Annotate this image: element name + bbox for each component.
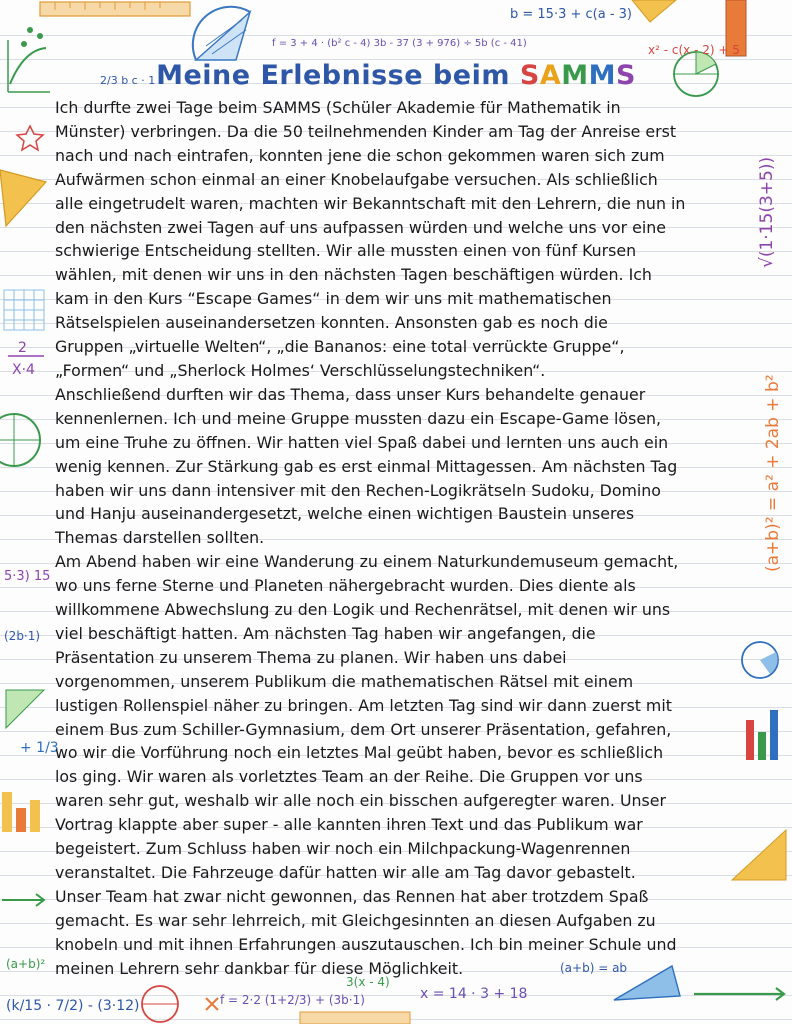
- doodle-formula: x = 14 · 3 + 18: [420, 986, 528, 1002]
- article-line: um eine Truhe zu öffnen. Wir hatten viel Spaß dabei und lernten uns auch ein: [55, 432, 669, 452]
- grid-icon: [4, 290, 44, 330]
- article-line: Am Abend haben wir eine Wanderung zu einem Naturkundemuseum gemacht,: [55, 552, 679, 572]
- article-line: Münster) verbringen. Da die 50 teilnehmenden Kinder am Tag der Anreise erst: [55, 121, 677, 141]
- article-line: knobeln und mit ihnen Erfahrungen auszutauschen. Ich bin meiner Schule und: [55, 934, 677, 954]
- article-line: vorgenommen, unserem Publikum die mathematischen Rätsel mit einem: [55, 671, 634, 691]
- article-line: schwierige Entscheidung stellten. Wir alle mussten einen von fünf Kursen: [55, 241, 637, 261]
- article-line: waren sehr gut, weshalb wir alle noch ein bisschen aufgeregter waren. Unser: [55, 791, 666, 811]
- doodle-formula: 3(x - 4): [346, 975, 390, 989]
- doodle-formula: (a+b) = ab: [560, 961, 628, 975]
- article-line: Rätselspielen auseinandersetzen konnten. Ansonsten gab es noch die: [55, 313, 608, 333]
- article-line: Aufwärmen schon einmal an einer Knobelaufgabe versuchen. Als schließlich: [55, 169, 658, 189]
- article-line: begeistert. Zum Schluss haben wir noch ein Milchpackung-Wagenrennen: [55, 839, 631, 859]
- page-title: [0, 58, 792, 94]
- doodle-formula: (a+b)²: [6, 957, 46, 971]
- article-line: kennenlernen. Ich und meine Gruppe mussten dazu ein Escape-Game lösen,: [55, 408, 662, 428]
- article-line: wenig kennen. Zur Stärkung gab es erst einmal Mittagessen. Am nächsten Tag: [55, 456, 678, 476]
- ruler-icon: [300, 1012, 410, 1024]
- star-icon: [17, 126, 43, 150]
- doodle-formula: f = 3 + 4 · (b² c - 4) 3b - 37 (3 + 976) ÷ 5b (c - 41): [272, 38, 527, 49]
- article-line: Ich durfte zwei Tage beim SAMMS (Schüler Akademie für Mathematik in: [55, 98, 621, 117]
- article-line: los ging. Wir waren als vorletztes Team an der Reihe. Die Gruppen vor uns: [55, 767, 643, 787]
- article-line: lustigen Rollenspiel näher zu bringen. Am letzten Tag sind wir dann zuerst mit: [55, 695, 672, 715]
- article-line: Präsentation zu unserem Thema zu planen. Wir haben uns dabei: [55, 647, 567, 667]
- article-line: meinen Lehrern sehr dankbar für diese Möglichkeit.: [55, 958, 464, 978]
- title-letter: A: [539, 60, 562, 91]
- article-line: nach und nach eintrafen, konnten jene die schon gekommen waren sich zum: [55, 145, 665, 165]
- article-line: gemacht. Es war sehr lehrreich, mit Gleichgesinnten an diesen Aufgaben zu: [55, 910, 656, 930]
- arrow-icon: [2, 894, 44, 906]
- doodle-formula: (k/15 · 7/2) - (3·12): [6, 998, 140, 1014]
- article-line: und Hanju auseinandergesetzt, welche einen wichtigen Baustein unseres: [55, 504, 635, 524]
- cross-icon: [206, 998, 218, 1010]
- doodle-number: (2b·1): [4, 629, 41, 643]
- title-letter: S: [615, 60, 636, 91]
- doodle-fraction: 2: [18, 340, 27, 356]
- article-line: Themas darstellen sollten.: [55, 528, 265, 548]
- article-line: wählen, mit denen wir uns in den nächsten Tagen beschäftigen würden. Ich: [55, 265, 652, 285]
- article-line: Gruppen „virtuelle Welten“, „die Bananos: eine total verrückte Gruppe“,: [55, 337, 625, 357]
- article-line: alle eingetrudelt waren, machten wir Bekanntschaft mit den Lehrern, die nun in: [55, 193, 686, 213]
- article-line: Anschließend durften wir das Thema, dass unser Kurs behandelte genauer: [55, 384, 646, 404]
- doodle-number: 5·3) 15: [4, 569, 51, 584]
- compass-circle-icon: [142, 986, 178, 1022]
- triangle-icon: [632, 0, 676, 22]
- article-line: willkommene Abwechslung zu den Logik und Rechenrätsel, mit denen wir uns: [55, 600, 671, 620]
- article-line: Unser Team hat zwar nicht gewonnen, das Rennen hat aber trotzdem Spaß: [55, 886, 649, 906]
- triangle-icon: [6, 690, 44, 728]
- doodle-formula: b = 15·3 + c(a - 3): [510, 7, 632, 22]
- article-body: [55, 96, 767, 981]
- article-line: wo uns ferne Sterne und Planeten nähergebracht wurden. Dies diente als: [55, 576, 636, 596]
- doodle-formula: 2/3 b c · 1: [100, 74, 156, 87]
- title-letter: S: [519, 60, 540, 91]
- title-prefix: Meine Erlebnisse beim: [156, 60, 520, 91]
- ruler-icon: [40, 2, 190, 16]
- article-line: Vortrag klappte aber super - alle kannten ihren Text und das Publikum war: [55, 815, 643, 835]
- article-line: veranstaltet. Die Fahrzeuge dafür hatten wir alle am Tag davor gebastelt.: [55, 863, 636, 882]
- doodle-formula: x² - c(x - 2) + 5: [648, 43, 740, 57]
- protractor-icon: [193, 7, 250, 60]
- title-letter: M: [561, 60, 589, 91]
- compass-circle-icon: [0, 414, 40, 466]
- mini-chart-icon: [2, 792, 40, 832]
- doodle-formula: (a+b)² = a² + 2ab + b²: [763, 374, 783, 572]
- article-line: den nächsten zwei Tagen auf uns aufpassen würden und welche uns vor eine: [55, 217, 667, 237]
- article-line: wo wir die Vorführung noch ein letztes Mal geübt haben, bevor es schließlich: [55, 743, 664, 763]
- arrow-icon: [694, 988, 784, 1000]
- doodle-formula: √(1·15(3+5)): [757, 156, 777, 268]
- article-line: haben wir uns dann intensiver mit den Rechen-Logikrätseln Sudoku, Domino: [55, 480, 661, 500]
- title-letter: M: [588, 60, 616, 91]
- doodle-fraction: X·4: [12, 362, 35, 378]
- doodle-fraction: + 1/3: [20, 740, 59, 756]
- article-line: kam in den Kurs “Escape Games“ in dem wir uns mit mathematischen: [55, 289, 612, 309]
- triangle-icon: [0, 170, 46, 226]
- article-line: „Formen“ und „Sherlock Holmes‘ Verschlüsselungstechniken“.: [55, 360, 546, 380]
- dots-icon: [21, 27, 43, 47]
- article-line: viel beschäftigt hatten. Am nächsten Tag haben wir angefangen, die: [55, 623, 596, 643]
- article-line: einem Bus zum Schiller-Gymnasium, dem Ort unserer Präsentation, gefahren,: [55, 719, 672, 739]
- doodle-formula: f = 2·2 (1+2/3) + (3b·1): [220, 993, 365, 1007]
